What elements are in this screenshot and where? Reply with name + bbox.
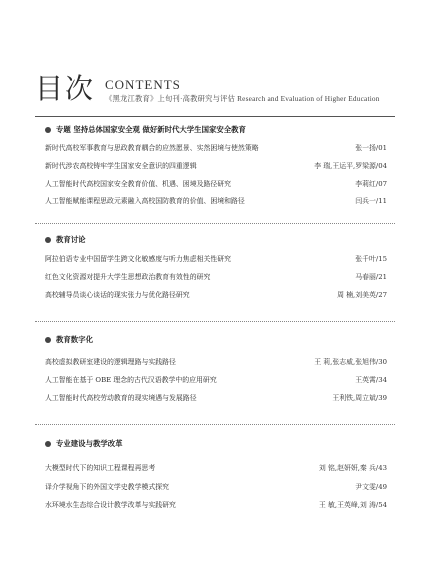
entry-title: 红色文化资源对提升大学生思想政治教育有效性的研究	[45, 273, 211, 281]
entry-title: 新时代涉农高校铸牢学生国家安全意识的四重逻辑	[45, 162, 197, 170]
entry-author-page: 马春丽/21	[355, 273, 387, 281]
bullet-icon	[45, 237, 51, 243]
section-divider	[35, 424, 395, 425]
entry-title: 人工智能赋能课程思政元素融入高校国防教育的价值、困境和路径	[45, 197, 245, 205]
section-divider	[35, 321, 395, 322]
toc-entry[interactable]	[45, 463, 387, 473]
section-divider	[35, 223, 395, 224]
entry-title: 高校虚拟教研室建设的逻辑理路与实践路径	[45, 358, 176, 366]
entry-title: 阿拉伯语专业中国留学生跨文化敏感度与听力焦虑相关性研究	[45, 255, 232, 263]
entry-author-page: 张一扬/01	[355, 144, 387, 152]
toc-entry[interactable]	[45, 393, 387, 403]
entry-title: 译介学视角下的外国文学史教学模式探究	[45, 483, 170, 491]
section-title: 专业建设与教学改革	[45, 438, 123, 449]
toc-entry[interactable]	[45, 357, 387, 367]
toc-entry[interactable]	[45, 143, 387, 153]
entry-author-page: 李莉红/07	[355, 180, 387, 188]
toc-entry[interactable]	[45, 196, 387, 206]
journal-subtitle: 《黑龙江教育》上旬刊·高教研究与评估 Research and Evaluation of Higher Education	[105, 94, 380, 103]
header-divider	[35, 116, 395, 117]
entry-author-page: 王 敏,王英峰,刘 涛/54	[318, 501, 387, 509]
toc-entry[interactable]	[45, 482, 387, 492]
entry-title: 人工智能时代高校国家安全教育价值、机遇、困境及路径研究	[45, 180, 232, 188]
entry-title: 大模型时代下的知识工程课程再思考	[45, 464, 156, 472]
bullet-icon	[45, 441, 51, 447]
entry-author-page: 李 瑞,王运平,罗梁源/04	[314, 162, 387, 170]
entry-title: 高校辅导员谈心谈话的现实张力与优化路径研究	[45, 291, 190, 299]
entry-author-page: 刘 铭,赵妍妍,秦 兵/43	[318, 464, 387, 472]
toc-entry[interactable]	[45, 161, 387, 171]
entry-author-page: 闫兵一/11	[355, 197, 387, 205]
toc-entry[interactable]	[45, 179, 387, 189]
section-title: 专题 坚持总体国家安全观 做好新时代大学生国家安全教育	[45, 124, 246, 135]
entry-author-page: 尹文雯/49	[355, 483, 387, 491]
entry-author-page: 张千叶/15	[355, 255, 387, 263]
entry-title: 人工智能在基于 OBE 理念的古代汉语教学中的应用研究	[45, 376, 217, 384]
entry-title: 新时代高校军事教育与思政教育耦合的应然愿景、实然困境与使然策略	[45, 144, 259, 152]
contents-header	[35, 74, 395, 114]
page-title: 目次	[35, 72, 96, 105]
toc-entry[interactable]	[45, 290, 387, 300]
entry-author-page: 王利铁,周立斌/39	[332, 394, 387, 402]
entry-author-page: 王 莉,张志威,张旭伟/30	[314, 358, 387, 366]
page-title-en: CONTENTS	[105, 77, 181, 92]
entry-author-page: 王英霄/34	[355, 376, 387, 384]
toc-entry[interactable]	[45, 272, 387, 282]
toc-entry[interactable]	[45, 500, 387, 510]
entry-title: 水环境水生态综合设计教学改革与实践研究	[45, 501, 176, 509]
section-title: 教育数字化	[45, 334, 93, 345]
entry-author-page: 周 楠,刘美英/27	[337, 291, 387, 299]
bullet-icon	[45, 337, 51, 343]
toc-entry[interactable]	[45, 254, 387, 264]
toc-entry[interactable]	[45, 375, 387, 385]
entry-title: 人工智能时代高校劳动教育的现实境遇与发展路径	[45, 394, 197, 402]
section-title: 教育讨论	[45, 234, 86, 245]
bullet-icon	[45, 127, 51, 133]
